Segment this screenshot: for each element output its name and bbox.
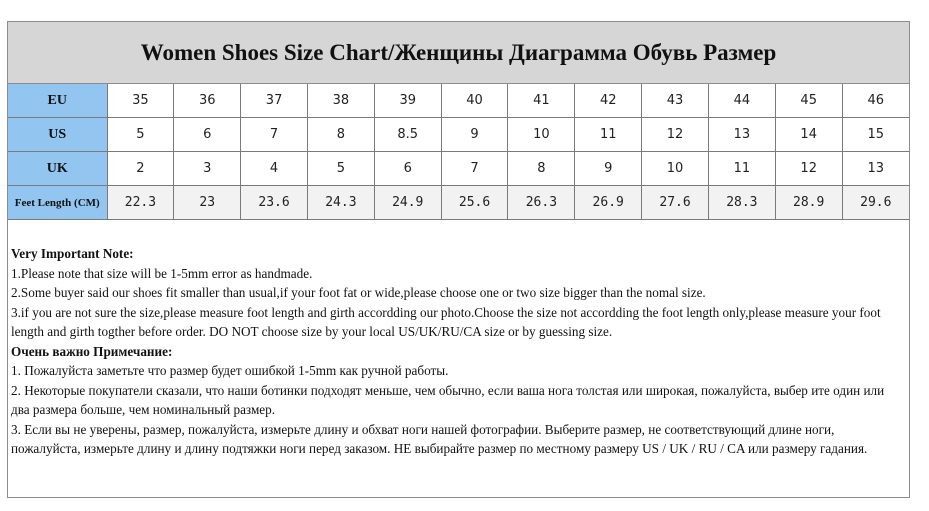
size-chart-frame (7, 21, 910, 498)
table-cell: 24.3 (307, 186, 374, 220)
table-cell: 43 (642, 84, 709, 118)
row-label-us: US (8, 118, 107, 152)
table-cell: 45 (775, 84, 842, 118)
note-en-2: 2.Some buyer said our shoes fit smaller than usual,if your foot fat or wide,please choose one or two size bigger than the nomal size. (11, 285, 706, 300)
table-row-uk (8, 152, 909, 186)
table-row-eu (8, 84, 909, 118)
table-row-feet-length (8, 186, 909, 220)
table-cell: 12 (642, 118, 709, 152)
table-cell: 38 (307, 84, 374, 118)
table-cell: 15 (842, 118, 909, 152)
table-cell: 28.3 (708, 186, 775, 220)
table-cell: 12 (775, 152, 842, 186)
table-cell: 11 (708, 152, 775, 186)
table-cell: 6 (374, 152, 441, 186)
table-cell: 8 (508, 152, 575, 186)
table-cell: 3 (174, 152, 241, 186)
table-cell: 10 (508, 118, 575, 152)
table-cell: 5 (107, 118, 174, 152)
note-en-1: 1.Please note that size will be 1-5mm error as handmade. (11, 265, 313, 281)
notes-section (11, 244, 906, 459)
table-cell: 8.5 (374, 118, 441, 152)
table-cell: 29.6 (842, 186, 909, 220)
table-cell: 26.9 (575, 186, 642, 220)
table-cell: 2 (107, 152, 174, 186)
table-cell: 39 (374, 84, 441, 118)
table-cell: 24.9 (374, 186, 441, 220)
table-cell: 40 (441, 84, 508, 118)
table-cell: 23 (174, 186, 241, 220)
row-label-eu: EU (8, 84, 107, 118)
table-cell: 9 (575, 152, 642, 186)
size-table (8, 84, 909, 220)
table-cell: 13 (708, 118, 775, 152)
table-cell: 8 (307, 118, 374, 152)
table-cell: 14 (775, 118, 842, 152)
table-cell: 7 (441, 152, 508, 186)
table-cell: 25.6 (441, 186, 508, 220)
table-cell: 37 (241, 84, 308, 118)
table-cell: 9 (441, 118, 508, 152)
table-cell: 27.6 (642, 186, 709, 220)
notes-heading-en: Very Important Note: (11, 246, 134, 261)
table-cell: 5 (307, 152, 374, 186)
row-label-uk: UK (8, 152, 107, 186)
table-row-us (8, 118, 909, 152)
table-cell: 10 (642, 152, 709, 186)
table-cell: 44 (708, 84, 775, 118)
table-cell: 11 (575, 118, 642, 152)
chart-title: Women Shoes Size Chart/Женщины Диаграмма Обувь Размер (8, 22, 909, 84)
note-en-3: 3.if you are not sure the size,please measure foot length and girth accordding our photo.Choose the size not accordding the foot length only,please measure your foot length and girth togther before order. DO NOT choose size by your local US/UK/RU/CA size or by guessing size. (11, 304, 881, 339)
table-cell: 36 (174, 84, 241, 118)
row-label-feet-length: Feet Length (CM) (8, 186, 107, 220)
note-ru-3: 3. Если вы не уверены, размер, пожалуйста, измерьте длину и обхват ноги нашей фотографии. Выберите размер, не соответствующий длине ноги, пожалуйста, измерьте длину и длину подтяжки ноги перед заказом. НЕ выбирайте размер по местному размеру US / UK / RU / CA или размеру гадания. (11, 421, 868, 456)
table-cell: 46 (842, 84, 909, 118)
notes-heading-ru: Очень важно Примечание: (11, 343, 173, 359)
table-cell: 4 (241, 152, 308, 186)
table-cell: 42 (575, 84, 642, 118)
table-cell: 26.3 (508, 186, 575, 220)
note-ru-2: 2. Некоторые покупатели сказали, что наши ботинки подходят меньше, чем обычно, если ваша нога толстая или широкая, пожалуйста, выбер ите один или два размера больше, чем номинальный размер. (11, 382, 885, 417)
table-cell: 6 (174, 118, 241, 152)
table-cell: 13 (842, 152, 909, 186)
table-cell: 7 (241, 118, 308, 152)
note-ru-1: 1. Пожалуйста заметьте что размер будет ошибкой 1-5mm как ручной работы. (11, 363, 449, 378)
table-cell: 22.3 (107, 186, 174, 220)
table-cell: 23.6 (241, 186, 308, 220)
table-cell: 28.9 (775, 186, 842, 220)
table-cell: 41 (508, 84, 575, 118)
table-cell: 35 (107, 84, 174, 118)
